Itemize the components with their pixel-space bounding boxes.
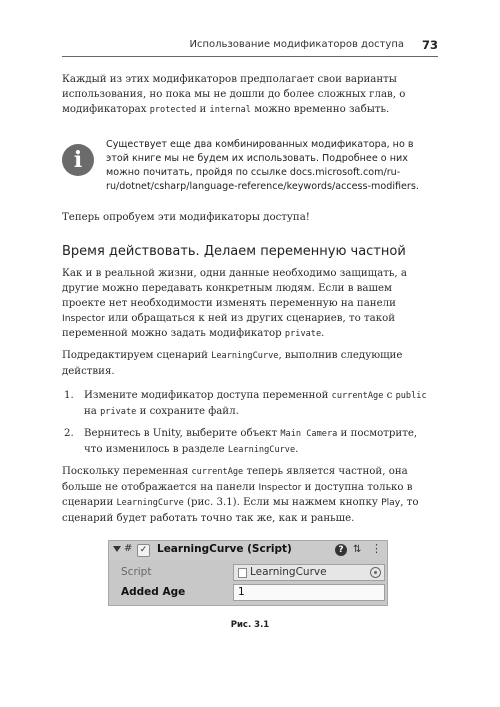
text: с: [383, 390, 396, 401]
paragraph-modifiers-usage: [62, 72, 438, 118]
text: теперь является частной, она больше не отображается на панели: [62, 466, 408, 493]
code: private: [100, 407, 137, 417]
code-currentage: currentAge: [191, 467, 244, 477]
section-heading: Время действовать. Делаем переменную частной: [62, 244, 406, 259]
ui-term-play: Play: [381, 497, 401, 508]
list-item: [62, 426, 438, 458]
component-enabled-checkbox[interactable]: ✓: [137, 544, 150, 557]
text: и: [196, 104, 210, 115]
text: и сохраните файл.: [136, 406, 239, 417]
running-header-title: Использование модификаторов доступа: [189, 39, 404, 50]
list-item: [62, 388, 438, 420]
script-row: [109, 563, 387, 581]
page-number: 73: [421, 38, 438, 52]
text: Подредактируем сценарий: [62, 350, 212, 361]
text: или обращаться к ней из других сценариев, то такой переменной можно задать модификатор: [62, 313, 395, 339]
code-protected: protected: [149, 105, 197, 115]
code-private: private: [284, 329, 322, 339]
component-header[interactable]: [109, 541, 387, 560]
info-note: [62, 136, 438, 196]
text: Каждый из этих модификаторов предполагает свои варианты использования, но пока мы не дошли до более сложных глав, о модификаторах: [62, 74, 406, 115]
added-age-label: Added Age: [121, 586, 186, 598]
code-learningcurve: LearningCurve: [116, 498, 184, 508]
object-picker-icon[interactable]: [370, 567, 381, 578]
running-header: [62, 38, 438, 57]
foldout-arrow-icon[interactable]: [113, 546, 121, 552]
info-note-text: Существует еще два комбинированных модификатора, но в этой книге мы не будем их использовать. Подробнее о них можно почитать, пройдя по ссылке docs.microsoft.com/ru-ru/dotnet/csharp/language-reference/keywords/access-modifiers.: [106, 139, 419, 192]
text: и доступна только в сценарии: [62, 482, 413, 508]
text: на: [84, 406, 101, 417]
code-internal: internal: [209, 105, 251, 115]
paragraph-protect-data: [62, 266, 438, 342]
text: (рис. 3.1). Если мы нажмем кнопку: [183, 497, 382, 508]
info-icon: i: [62, 144, 94, 176]
paragraph-try-modifiers: Теперь опробуем эти модификаторы доступа!: [62, 212, 310, 223]
presets-icon[interactable]: ⇅: [353, 544, 362, 555]
added-age-value: 1: [238, 586, 245, 598]
unity-inspector-figure: [108, 540, 388, 606]
code: LearningCurve: [227, 445, 296, 455]
added-age-input[interactable]: [233, 584, 385, 601]
script-hash-icon: #: [124, 543, 133, 554]
script-value: LearningCurve: [250, 566, 327, 578]
text: Поскольку переменная: [62, 466, 192, 477]
paragraph-result: [62, 464, 438, 526]
step-number: 2.: [64, 428, 74, 439]
ui-term-inspector: Inspector: [258, 482, 302, 493]
code-learningcurve: LearningCurve: [211, 351, 279, 361]
paragraph-edit-script: [62, 348, 438, 379]
step-number: 1.: [64, 390, 74, 401]
script-label: Script: [121, 566, 152, 578]
code: Main Camera: [280, 429, 338, 439]
text: .: [321, 328, 325, 339]
text: .: [295, 444, 299, 455]
text: Вернитесь в Unity, выберите объект: [84, 428, 281, 439]
added-age-row: [109, 583, 387, 601]
steps-list: [62, 388, 438, 458]
script-object-field[interactable]: [233, 564, 385, 581]
context-menu-icon[interactable]: ⋮: [371, 542, 381, 555]
text: Как и в реальной жизни, одни данные необходимо защищать, а другие можно передавать конкретным людям. Если в вашем проекте нет необходимости изменять переменную на панели: [62, 268, 407, 309]
script-file-icon: [238, 568, 247, 578]
text: Измените модификатор доступа переменной: [84, 390, 332, 401]
code: public: [395, 391, 427, 401]
text: можно временно забыть.: [250, 104, 390, 115]
figure-caption: Рис. 3.1: [230, 620, 270, 630]
text: и посмотрите, что изменилось в разделе: [84, 428, 418, 455]
help-icon[interactable]: ?: [335, 544, 347, 556]
ui-term-inspector: Inspector: [62, 313, 105, 324]
component-title: LearningCurve (Script): [157, 543, 292, 555]
text: , то сценарий будет работать точно так же, как и раньше.: [62, 497, 419, 524]
text: , выполнив следующие действия.: [62, 350, 403, 377]
code: currentAge: [331, 391, 384, 401]
